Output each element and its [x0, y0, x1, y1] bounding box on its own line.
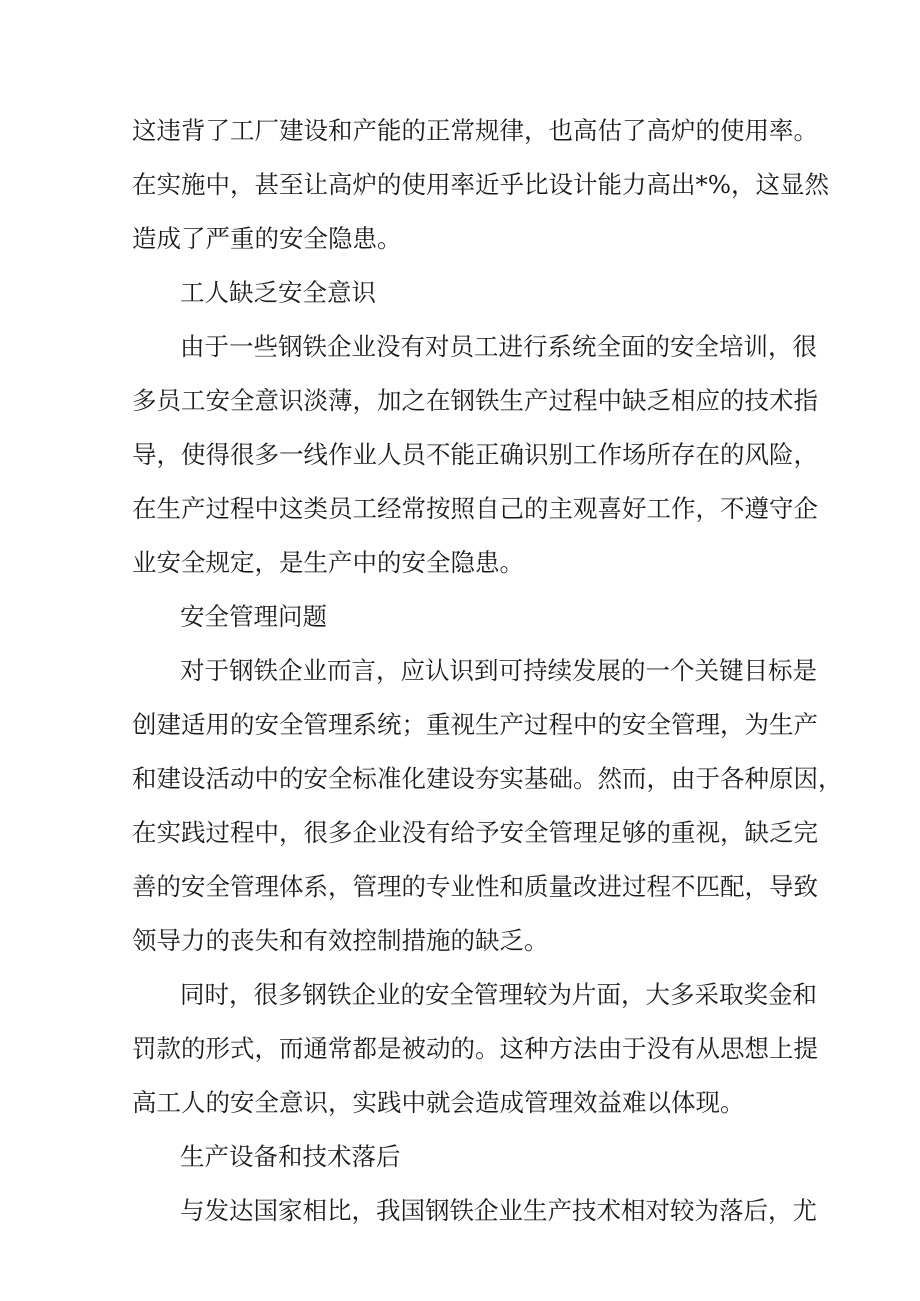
- text-line: 创建适用的安全管理系统；重视生产过程中的安全管理，为生产: [132, 710, 818, 739]
- text-line: 高工人的安全意识，实践中就会造成管理效益难以体现。: [132, 1088, 745, 1117]
- text-line: 领导力的丧失和有效控制措施的缺乏。: [132, 926, 549, 955]
- text-line: 在生产过程中这类员工经常按照自己的主观喜好工作，不遵守企: [132, 494, 818, 523]
- text-line: 与发达国家相比，我国钢铁企业生产技术相对较为落后，尤: [180, 1196, 817, 1225]
- section-heading: 工人缺乏安全意识: [180, 278, 376, 307]
- text-line: 罚款的形式，而通常都是被动的。这种方法由于没有从思想上提: [132, 1034, 818, 1063]
- text-line: 和建设活动中的安全标准化建设夯实基础。然而，由于各种原因，: [132, 764, 843, 793]
- text-line: 多员工安全意识淡薄，加之在钢铁生产过程中缺乏相应的技术指: [132, 386, 818, 415]
- text-line: 在实践过程中，很多企业没有给予安全管理足够的重视，缺乏完: [132, 818, 818, 847]
- text-line: 业安全规定，是生产中的安全隐患。: [132, 548, 524, 577]
- text-line: 导，使得很多一线作业人员不能正确识别工作场所存在的风险，: [132, 440, 818, 469]
- text-line: 在实施中，甚至让高炉的使用率近乎比设计能力高出*%，这显然: [132, 170, 830, 199]
- text-line: 对于钢铁企业而言，应认识到可持续发展的一个关键目标是: [180, 656, 817, 685]
- section-heading: 生产设备和技术落后: [180, 1142, 401, 1171]
- text-line: 善的安全管理体系，管理的专业性和质量改进过程不匹配，导致: [132, 872, 818, 901]
- text-line: 这违背了工厂建设和产能的正常规律，也高估了高炉的使用率。: [132, 116, 818, 145]
- text-line: 由于一些钢铁企业没有对员工进行系统全面的安全培训，很: [180, 332, 817, 361]
- text-line: 造成了严重的安全隐患。: [132, 224, 402, 253]
- section-heading: 安全管理问题: [180, 602, 327, 631]
- text-line: 同时，很多钢铁企业的安全管理较为片面，大多采取奖金和: [180, 980, 817, 1009]
